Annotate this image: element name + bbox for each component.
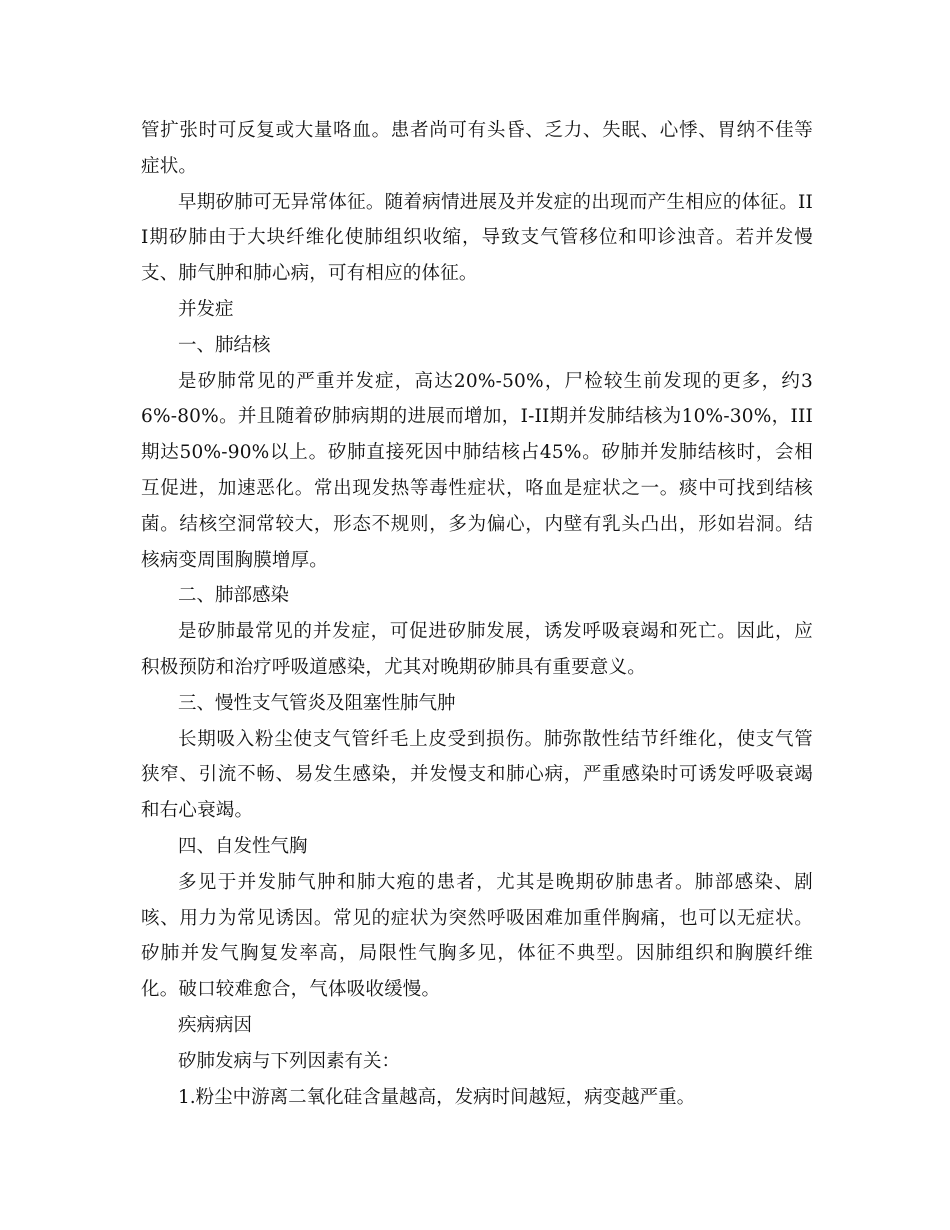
paragraph-etiology-intro: 矽肺发病与下列因素有关： bbox=[178, 1050, 401, 1072]
heading-tuberculosis: 一、肺结核 bbox=[178, 334, 271, 356]
paragraph-pneumothorax: 多见于并发肺气肿和肺大疱的患者，尤其是晚期矽肺患者。肺部感染、剧咳、用力为常见诱因。常见的症状为突然呼吸困难加重伴胸痛，也可以无症状。矽肺并发气胸复发率高，局限性气胸多见，体征不典型。因肺组织和胸膜纤维化。破口较难愈合，气体吸收缓慢。 bbox=[141, 871, 813, 1001]
list-item-silica-content: 1.粉尘中游离二氧化硅含量越高，发病时间越短，病变越严重。 bbox=[178, 1086, 696, 1108]
heading-chronic-bronchitis: 三、慢性支气管炎及阻塞性肺气肿 bbox=[178, 692, 456, 714]
heading-lung-infection: 二、肺部感染 bbox=[178, 585, 290, 607]
heading-pneumothorax: 四、自发性气胸 bbox=[178, 835, 308, 857]
paragraph-hemoptysis-symptoms: 管扩张时可反复或大量咯血。患者尚可有头昏、乏力、失眠、心悸、胃纳不佳等症状。 bbox=[141, 120, 813, 177]
paragraph-tuberculosis: 是矽肺常见的严重并发症，高达20%-50%，尸检较生前发现的更多，约36%-80%。并且随着矽肺病期的进展而增加，I-II期并发肺结核为10%-30%，III期达50%-90%以上。矽肺直接死因中肺结核占45%。矽肺并发肺结核时，会相互促进，加速恶化。常出现发热等毒性症状，咯血是症状之一。痰中可找到结核菌。结核空洞常较大，形态不规则，多为偏心，内壁有乳头凸出，形如岩洞。结核病变周围胸膜增厚。 bbox=[141, 370, 813, 571]
heading-complications: 并发症 bbox=[178, 298, 234, 320]
paragraph-lung-infection: 是矽肺最常见的并发症，可促进矽肺发展，诱发呼吸衰竭和死亡。因此，应积极预防和治疗呼吸道感染，尤其对晚期矽肺具有重要意义。 bbox=[141, 621, 813, 678]
paragraph-physical-signs: 早期矽肺可无异常体征。随着病情进展及并发症的出现而产生相应的体征。III期矽肺由于大块纤维化使肺组织收缩，导致支气管移位和叩诊浊音。若并发慢支、肺气肿和肺心病，可有相应的体征。 bbox=[141, 191, 813, 285]
paragraph-chronic-bronchitis: 长期吸入粉尘使支气管纤毛上皮受到损伤。肺弥散性结节纤维化，使支气管狭窄、引流不畅、易发生感染，并发慢支和肺心病，严重感染时可诱发呼吸衰竭和右心衰竭。 bbox=[141, 728, 813, 822]
document-body bbox=[141, 113, 813, 1115]
heading-etiology: 疾病病因 bbox=[178, 1014, 253, 1036]
